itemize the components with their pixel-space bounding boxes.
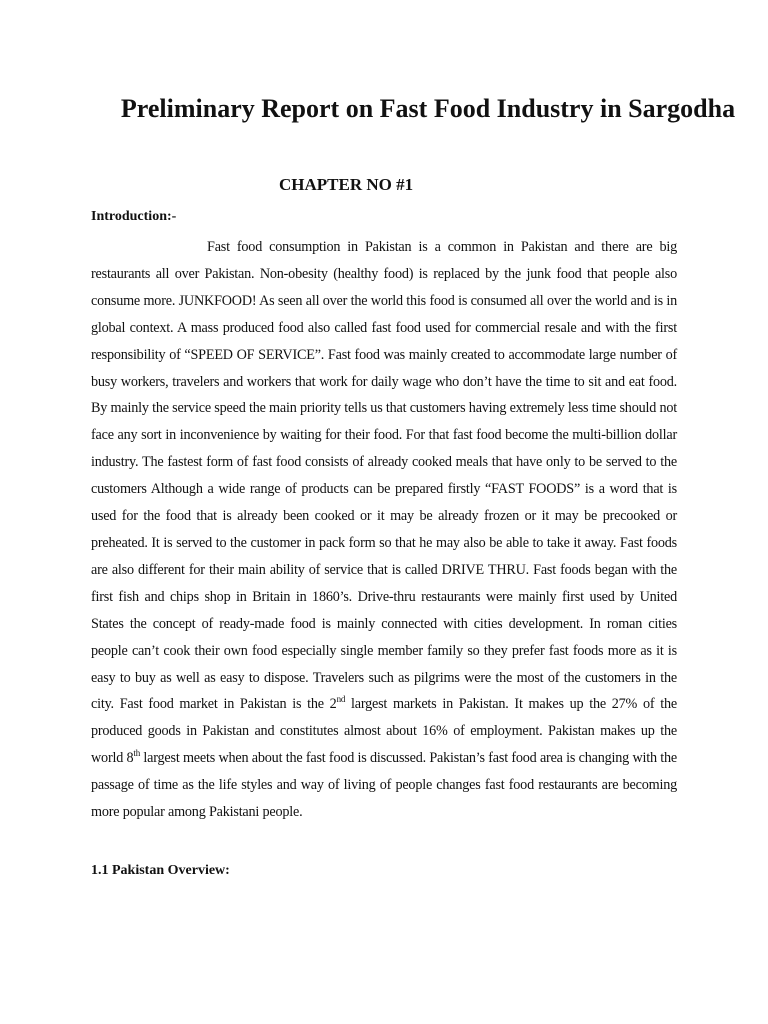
chapter-heading: CHAPTER NO #1 xyxy=(279,175,414,194)
document-title: Preliminary Report on Fast Food Industry in Sargodha xyxy=(120,94,736,123)
introduction-paragraph xyxy=(91,234,677,826)
paragraph-text-part-3: largest meets when about the fast food is discussed. Pakistan’s fast food area is changing with the passage of time as the life styles and way of living of people changes fast food restaurants are becoming more popular among Pakistani people. xyxy=(91,750,677,821)
paragraph-text-part-1: Fast food consumption in Pakistan is a common in Pakistan and there are big restaurants all over Pakistan. Non-obesity (healthy food) is replaced by the junk food that people also consume more. JUNKFOOD! As seen all over the world this food is consumed all over the world and is in global context. A mass produced food also called fast food used for commercial resale and with the first responsibility of “SPEED OF SERVICE”. Fast food was mainly created to accommodate large number of busy workers, travelers and workers that work for daily wage who don’t have the time to sit and eat food. By mainly the service speed the main priority tells us that customers having extremely less time should not face any sort in inconvenience by waiting for their food. For that fast food become the multi-billion dollar industry. The fastest form of fast food consists of already cooked meals that have only to be served to the customers Although a wide range of products can be prepared firstly “FAST FOODS” is a word that is used for the food that is already been cooked or it may be already frozen or it may be precooked or preheated. It is served to the customer in pack form so that he may also be able to take it away. Fast foods are also different for their main ability of service that is called DRIVE THRU. Fast foods began with the first fish and chips shop in Britain in 1860’s. Drive-thru restaurants were mainly first used by United States the concept of ready-made food is mainly connected with cities development. In roman cities people can’t cook their own food especially single member family so they prefer fast foods more as it is easy to buy as well as easy to dispose. Travelers such as pilgrims were the most of the customers in the city. Fast food market in Pakistan is the 2 xyxy=(91,239,677,713)
paragraph-text-part-2: largest markets in Pakistan. It makes up the 27% of the produced goods in Pakistan and constitutes almost about 16% of employment. Pakistan makes up the world 8 xyxy=(91,696,677,767)
ordinal-suffix-th: th xyxy=(133,748,141,759)
ordinal-suffix-nd: nd xyxy=(336,694,346,705)
pakistan-overview-heading: 1.1 Pakistan Overview: xyxy=(91,863,230,878)
introduction-heading: Introduction:- xyxy=(91,209,177,224)
